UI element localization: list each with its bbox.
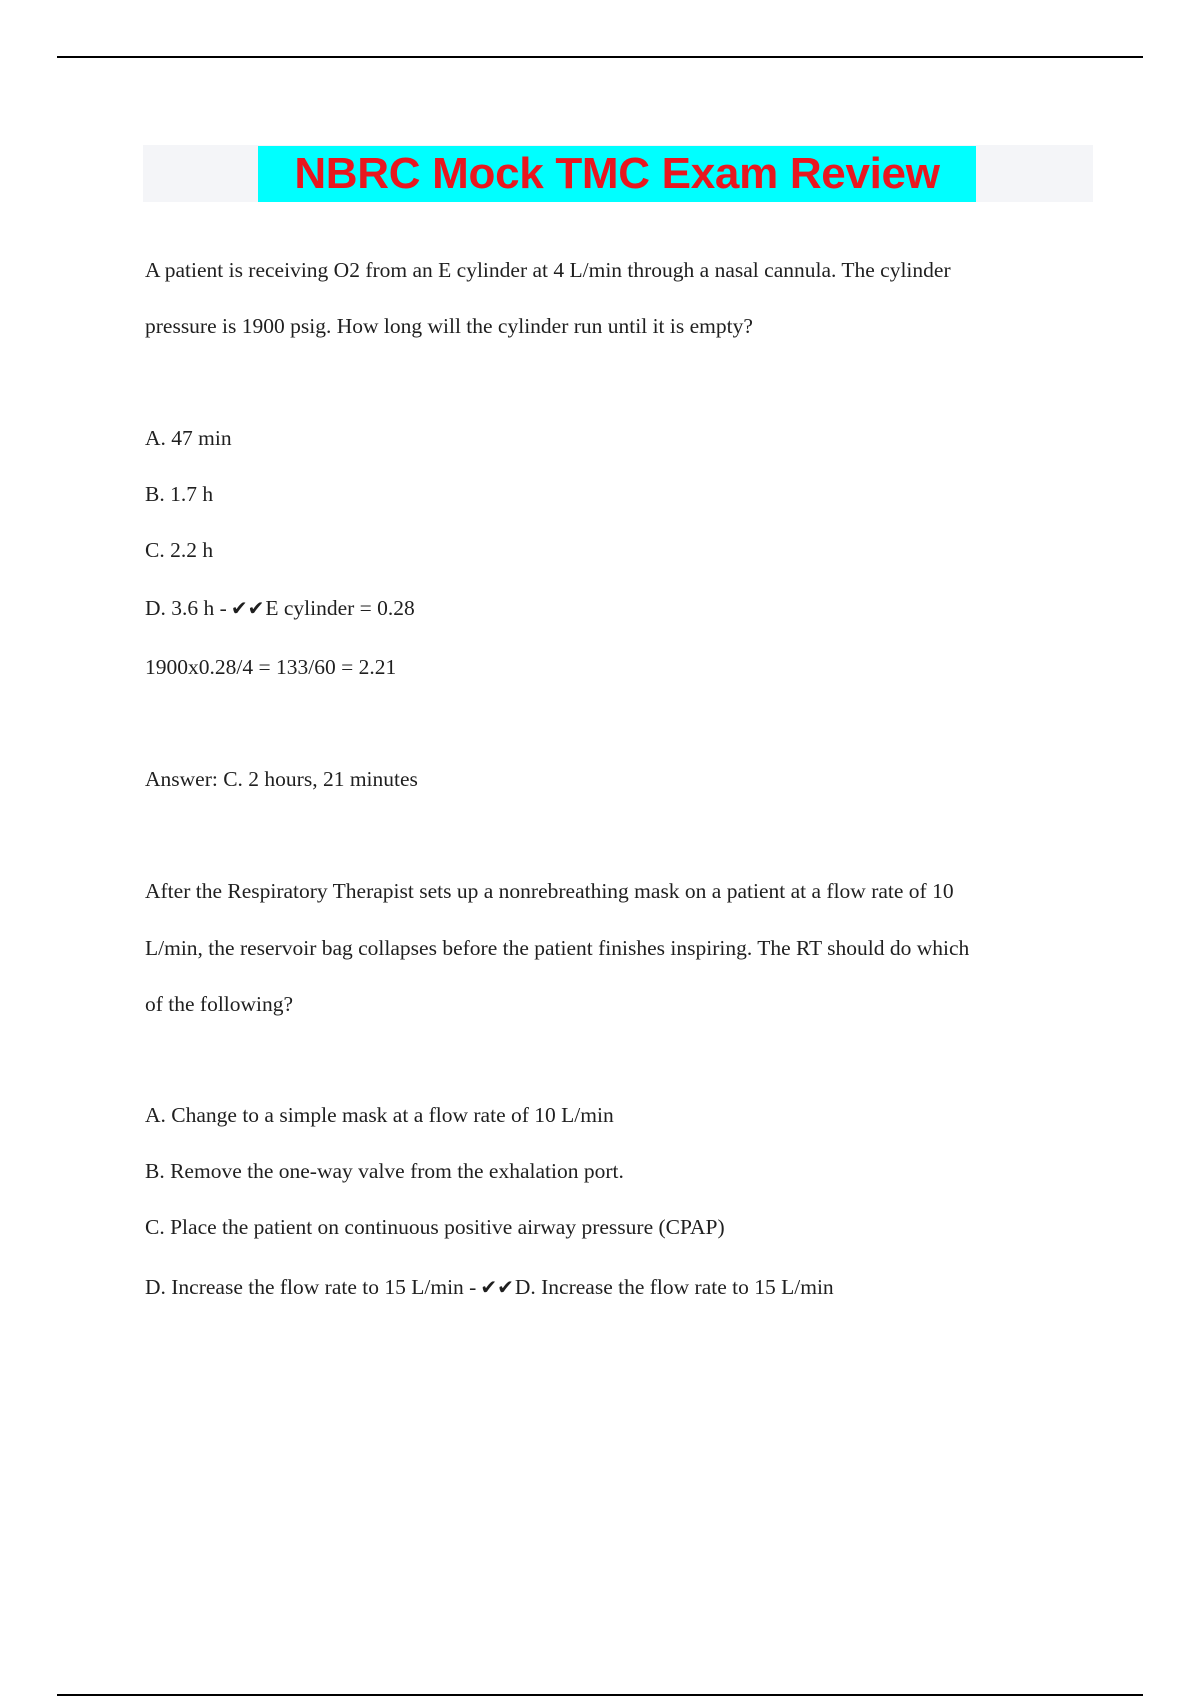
bottom-rule <box>57 1694 1143 1696</box>
question-1-option-d <box>145 594 415 622</box>
question-2-stem-line-3: of the following? <box>145 992 294 1016</box>
question-1-stem-line-1: A patient is receiving O2 from an E cylinder at 4 L/min through a nasal cannula. The cylinder <box>145 258 951 282</box>
question-2-stem-line-2: L/min, the reservoir bag collapses before the patient finishes inspiring. The RT should do which <box>145 936 970 960</box>
question-1-answer: Answer: C. 2 hours, 21 minutes <box>145 767 418 791</box>
question-2-option-c: C. Place the patient on continuous positive airway pressure (CPAP) <box>145 1215 725 1239</box>
question-2-option-d <box>145 1273 834 1301</box>
question-2-option-d-text: D. Increase the flow rate to 15 L/min - <box>145 1275 477 1299</box>
question-1-option-a: A. 47 min <box>145 426 232 450</box>
question-1-option-b: B. 1.7 h <box>145 482 214 506</box>
question-1-explanation: E cylinder = 0.28 <box>265 596 415 620</box>
page-title: NBRC Mock TMC Exam Review <box>258 146 976 202</box>
question-1-option-c: C. 2.2 h <box>145 538 214 562</box>
check-mark-icon: ✔✔ <box>230 596 265 620</box>
top-rule <box>57 56 1143 58</box>
question-1-calculation: 1900x0.28/4 = 133/60 = 2.21 <box>145 655 397 679</box>
question-1-option-d-text: D. 3.6 h - <box>145 596 227 620</box>
question-2-option-b: B. Remove the one-way valve from the exhalation port. <box>145 1159 624 1183</box>
question-1-stem-line-2: pressure is 1900 psig. How long will the cylinder run until it is empty? <box>145 314 753 338</box>
question-2-option-a: A. Change to a simple mask at a flow rate of 10 L/min <box>145 1103 614 1127</box>
check-mark-icon: ✔✔ <box>480 1275 514 1299</box>
question-2-stem-line-1: After the Respiratory Therapist sets up a nonrebreathing mask on a patient at a flow rate of 10 <box>145 879 954 903</box>
question-2-explanation: D. Increase the flow rate to 15 L/min <box>514 1275 834 1299</box>
